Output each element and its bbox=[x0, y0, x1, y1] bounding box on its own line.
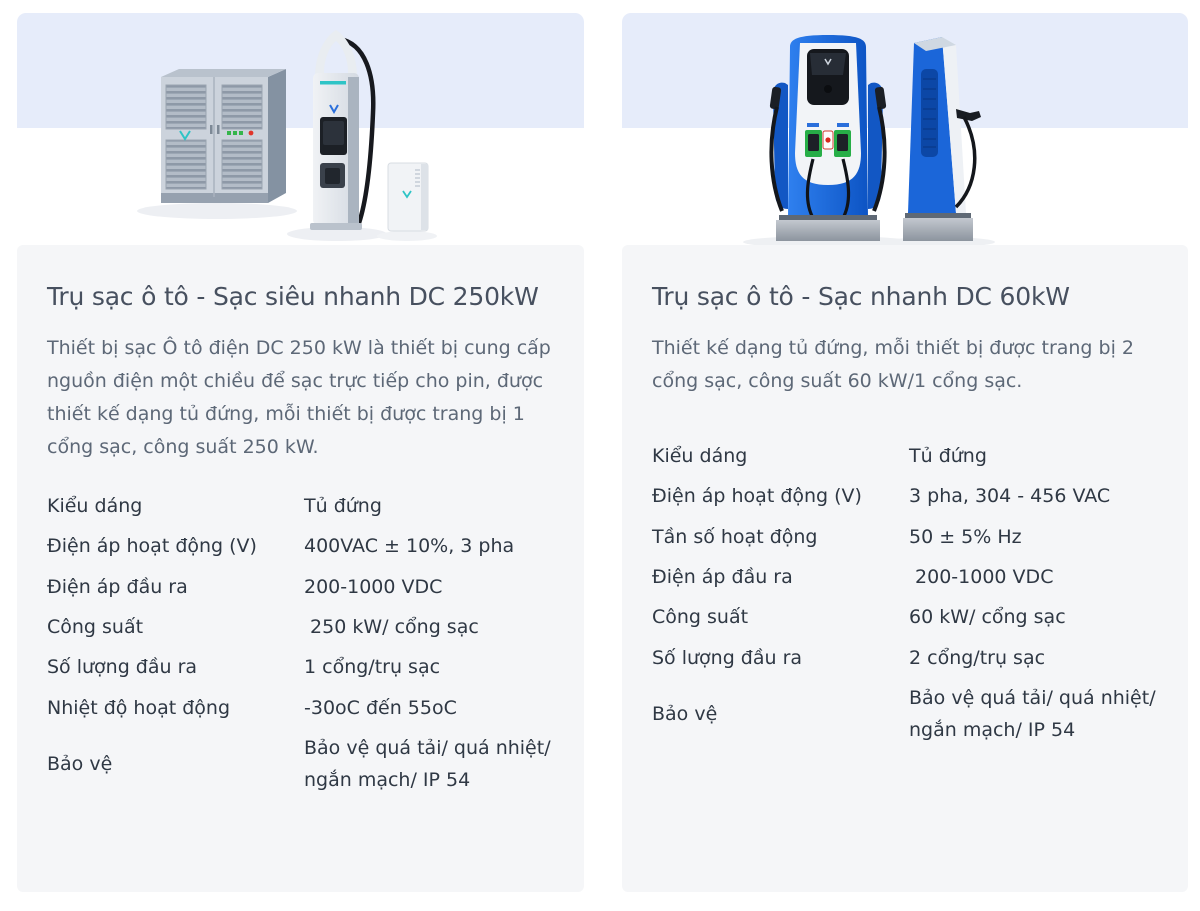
spec-label: Công suất bbox=[47, 616, 144, 639]
status-led-green bbox=[227, 131, 231, 135]
spec-label: Kiểu dáng bbox=[47, 495, 143, 518]
spec-value: Tủ đứng bbox=[304, 495, 382, 518]
wallbox-shadow bbox=[377, 231, 437, 241]
product-description: Thiết kế dạng tủ đứng, mỗi thiết bị được trang bị 2 cổng sạc, công suất 60 kW/1 cổng sạc. bbox=[652, 337, 1135, 393]
product-info-panel bbox=[622, 245, 1188, 892]
charger-base bbox=[903, 218, 973, 241]
spec-row bbox=[47, 651, 554, 683]
product-title: Trụ sạc ô tô - Sạc siêu nhanh DC 250kW bbox=[47, 282, 539, 311]
spec-label: Nhiệt độ hoạt động bbox=[47, 696, 231, 719]
spec-value: Bảo vệ quá tải/ quá nhiệt/ ngắn mạch/ IP 54 bbox=[909, 686, 1162, 742]
wallbox-illustration bbox=[388, 163, 428, 231]
spec-row bbox=[47, 732, 557, 797]
spec-row bbox=[652, 601, 1158, 633]
product-title: Trụ sạc ô tô - Sạc nhanh DC 60kW bbox=[652, 282, 1070, 311]
spec-value: 3 pha, 304 - 456 VAC bbox=[909, 485, 1111, 508]
teal-accent-bar bbox=[320, 81, 346, 85]
spec-label: Điện áp đầu ra bbox=[47, 575, 188, 598]
spec-label: Bảo vệ bbox=[47, 753, 113, 776]
spec-table bbox=[652, 440, 1162, 746]
spec-label: Điện áp hoạt động (V) bbox=[47, 535, 257, 558]
spec-value: 1 cổng/trụ sạc bbox=[304, 656, 441, 679]
spec-value: 400VAC ± 10%, 3 pha bbox=[304, 535, 515, 558]
spec-label: Kiểu dáng bbox=[652, 445, 748, 468]
status-led-green bbox=[233, 131, 237, 135]
spec-label: Công suất bbox=[652, 606, 749, 629]
status-led-red bbox=[249, 131, 254, 136]
spec-value: 50 ± 5% Hz bbox=[909, 525, 1022, 548]
spec-value: 60 kW/ cổng sạc bbox=[909, 606, 1066, 629]
spec-label: Số lượng đầu ra bbox=[47, 656, 198, 679]
spec-row bbox=[652, 642, 1158, 674]
product-image-dc-250kw bbox=[17, 13, 584, 245]
product-card-dc-60kw bbox=[622, 13, 1188, 892]
dc-charger-side-illustration bbox=[903, 37, 981, 241]
product-card-dc-250kw bbox=[17, 13, 584, 892]
spec-row bbox=[652, 561, 1158, 593]
product-image-dc-60kw bbox=[622, 13, 1188, 245]
cabinet-shadow bbox=[137, 203, 297, 219]
spec-table bbox=[47, 490, 557, 796]
spec-row bbox=[652, 682, 1162, 747]
spec-label: Điện áp hoạt động (V) bbox=[652, 485, 862, 508]
side-vent-panel bbox=[921, 69, 938, 157]
spec-row bbox=[47, 530, 554, 562]
spec-row bbox=[652, 440, 1158, 472]
spec-value: 200-1000 VDC bbox=[909, 565, 1054, 588]
product-description: Thiết bị sạc Ô tô điện DC 250 kW là thiết bị cung cấp nguồn điện một chiều để sạc trực tiếp cho pin, được thiết kế dạng tủ đứng, mỗi thiết bị được trang bị 1 cổng sạc, công suất 250 kW. bbox=[47, 337, 551, 459]
status-led-green bbox=[239, 131, 243, 135]
ev-charging-station-illustration bbox=[17, 13, 584, 245]
spec-label: Điện áp đầu ra bbox=[652, 565, 793, 588]
spec-row bbox=[47, 611, 554, 643]
spec-row bbox=[47, 490, 554, 522]
spec-value: 200-1000 VDC bbox=[304, 575, 443, 598]
dc-charger-illustration bbox=[622, 13, 1188, 245]
spec-value: 2 cổng/trụ sạc bbox=[909, 646, 1046, 669]
charging-pillar-illustration bbox=[310, 30, 373, 230]
spec-value: -30oC đến 55oC bbox=[304, 696, 457, 719]
spec-label: Bảo vệ bbox=[652, 703, 718, 726]
dc-charger-front-illustration bbox=[770, 35, 887, 241]
power-cabinet-illustration bbox=[161, 69, 286, 203]
spec-value: Bảo vệ quá tải/ quá nhiệt/ ngắn mạch/ IP 54 bbox=[304, 736, 557, 792]
spec-label: Tần số hoạt động bbox=[652, 525, 818, 548]
charger-base bbox=[776, 220, 880, 241]
spec-row bbox=[47, 571, 554, 603]
spec-row bbox=[47, 692, 554, 724]
spec-row bbox=[652, 480, 1158, 512]
spec-value: Tủ đứng bbox=[909, 445, 987, 468]
product-info-panel bbox=[17, 245, 584, 892]
spec-value: 250 kW/ cổng sạc bbox=[304, 616, 479, 639]
spec-row bbox=[652, 521, 1158, 553]
spec-label: Số lượng đầu ra bbox=[652, 646, 803, 669]
